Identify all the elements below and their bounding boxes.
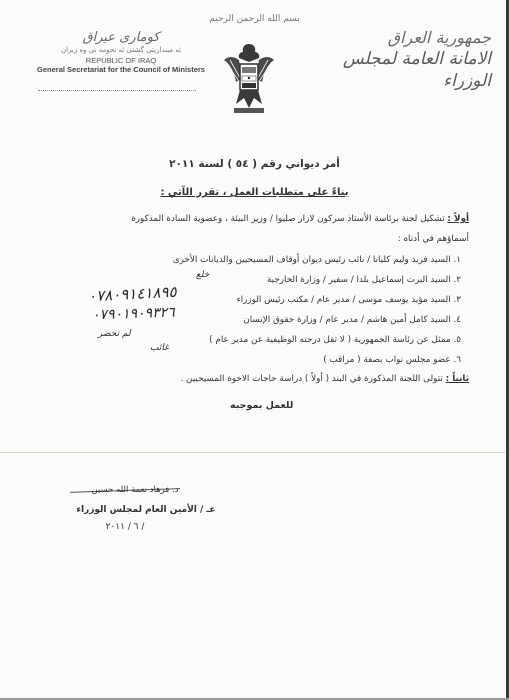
member-item: ٥. ممثل عن رئاسة الجمهورية ( لا تقل درجته الوظيفية عن مدير عام ) <box>209 335 461 345</box>
member-item: ٦. عضو مجلس نواب بصفة ( مراقب ) <box>323 355 461 365</box>
order-title: أمر ديواني رقم ( ٥٤ ) لسنة ٢٠١١ <box>169 158 340 170</box>
scan-fold-line <box>0 452 509 453</box>
clause-first <box>29 213 469 225</box>
clause-second <box>29 373 469 385</box>
member-item: ٣. السيد مؤيد يوسف موسى / مدير عام / مكتب رئيس الوزراء <box>236 295 461 305</box>
signer-title: عـ / الأمين العام لمجلس الوزراء <box>76 505 216 515</box>
member-item: ١. السيد فريد وليم كليانا / نائب رئيس ديوان أوقاف المسيحيين والديانات الأخرى <box>172 255 461 265</box>
letterhead-republic: جمهورية العراق <box>387 28 491 47</box>
letterhead-english-secretariat: General Secretariat for the Council of Ministers <box>37 65 205 74</box>
signer-name: د. فرهاد نعمة الله حسين <box>91 485 179 495</box>
handwritten-note-a: خلع <box>196 270 210 280</box>
iraq-eagle-emblem-icon <box>220 38 278 120</box>
member-item: ٤. السيد كامل أمين هاشم / مدير عام / وزارة حقوق الإنسان <box>243 315 461 325</box>
clause-second-label: ثانياً : <box>445 374 469 384</box>
preamble <box>0 187 509 198</box>
clause-first-text: تشكيل لجنة برئاسة الأستاذ سركون لازار صليوا / وزير البيئة ، وعضوية السادة المذكورة <box>131 214 445 224</box>
letterhead-kurdish-title: كومارى عيراق <box>82 30 160 45</box>
letterhead-divider <box>38 90 196 91</box>
clause-first-label: أولاً : <box>447 214 469 224</box>
handwritten-phone-1: ٠٧٨٠٩١٤١٨٩٥ <box>87 282 178 306</box>
execution-note: للعمل بموجبه <box>230 400 294 411</box>
clause-first-continuation: أسماؤهم في أدناه : <box>397 234 469 244</box>
letterhead-arabic <box>341 28 491 92</box>
handwritten-note-b: لم تحضر <box>98 329 131 339</box>
member-item: ٢. السيد البرت إسماعيل بلدا / سفير / وزارة الخارجية <box>266 275 461 285</box>
letterhead-secretariat: الامانة العامة لمجلس الوزراء <box>342 49 491 91</box>
signature-date: / ٦ / ٢٠١١ <box>105 522 145 532</box>
basmala: بسم الله الرحمن الرحيم <box>209 14 300 24</box>
letterhead-kurdish-subtitle: ئه مينداريتى گشتى ئه نجومه نى وه زيران <box>60 46 182 54</box>
clause-second-text: تتولى اللجنة المذكورة في البند ( أولاً ) دراسة حاجات الاخوة المسيحيين . <box>180 374 443 384</box>
handwritten-phone-2: ٠٧٩٠١٩٠٩٣٢٦ <box>91 304 175 324</box>
letterhead-english-republic: REPUBLIC OF IRAQ <box>85 56 157 65</box>
preamble-text: بناءً على متطلبات العمل ، تقرر الآتي : <box>160 187 349 198</box>
letterhead-kurdish-english <box>36 30 206 74</box>
handwritten-note-c: غائب <box>150 343 169 353</box>
